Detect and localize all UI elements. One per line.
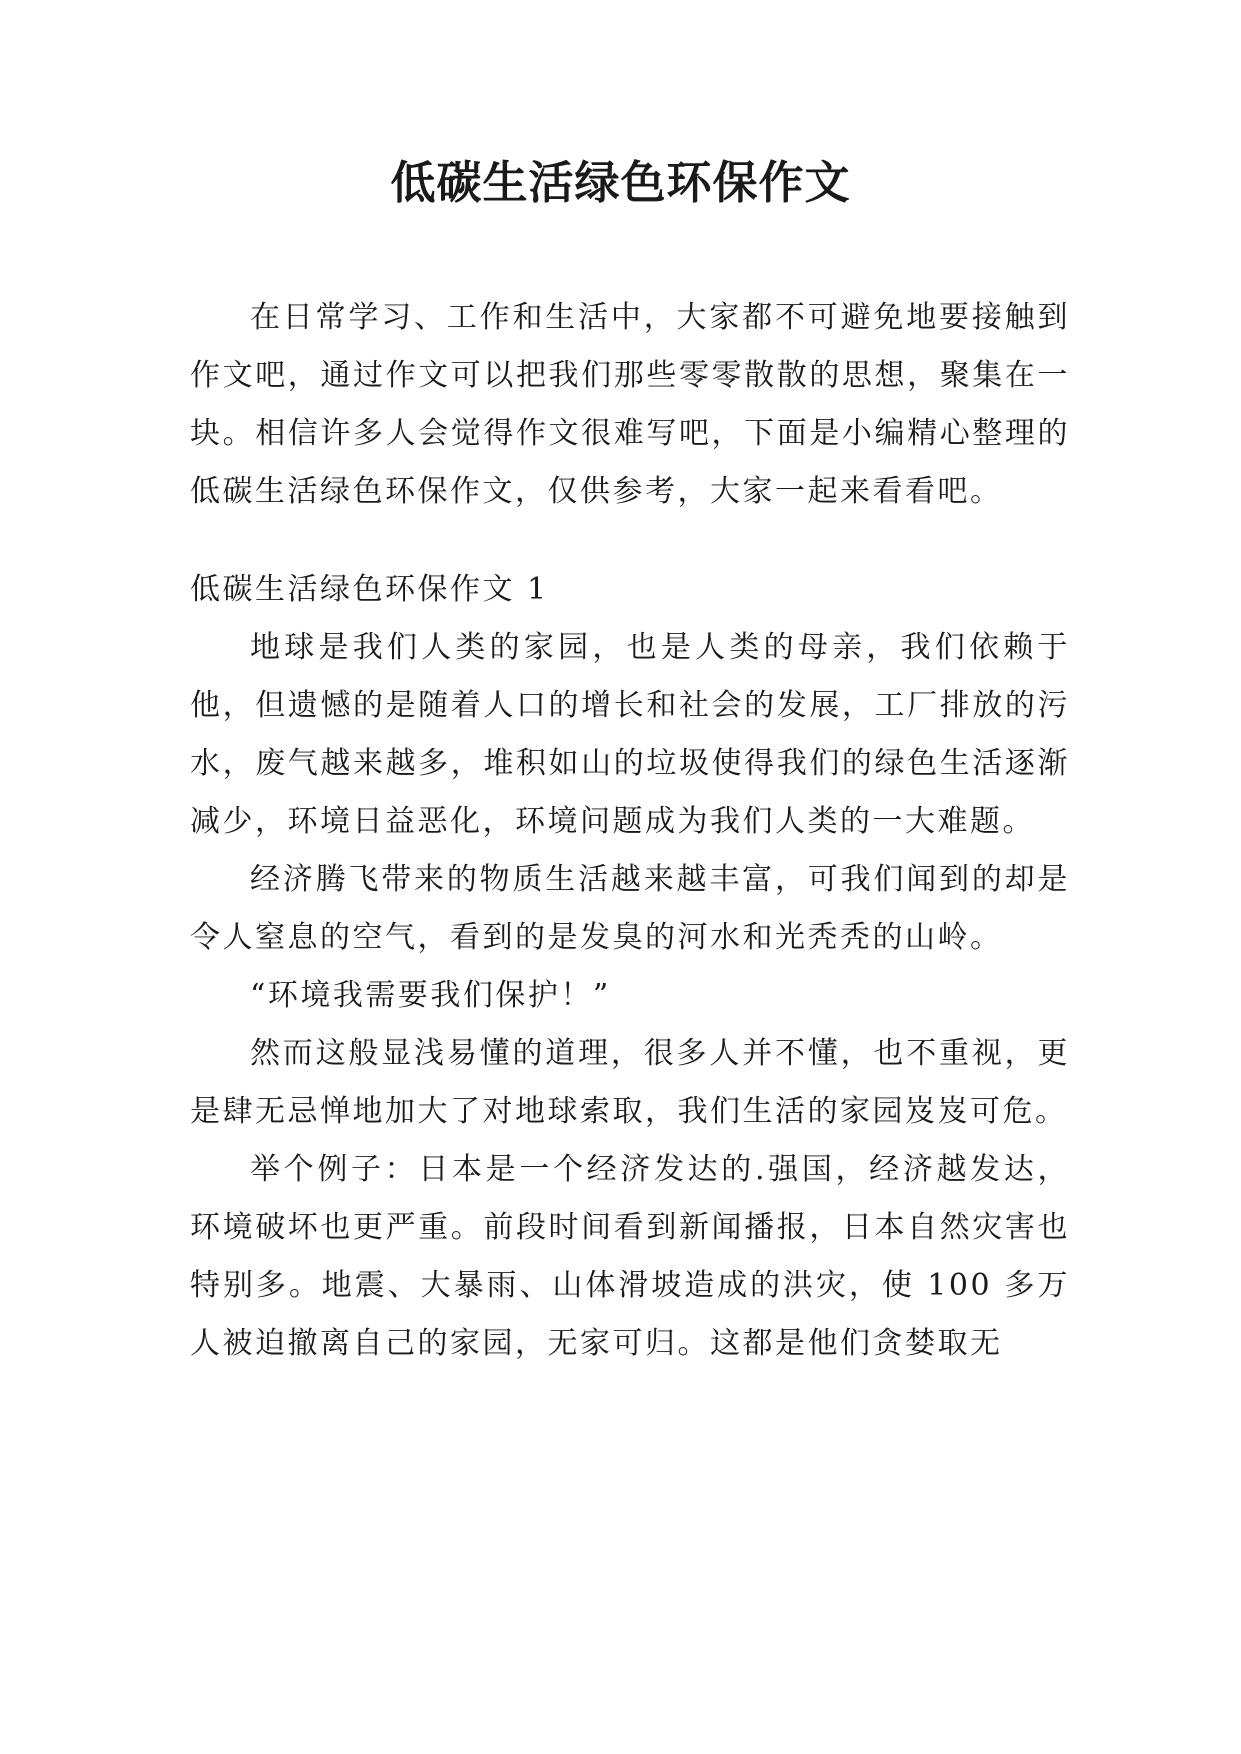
body-paragraph: 然而这般显浅易懂的道理，很多人并不懂，也不重视，更是肆无忌惮地加大了对地球索取，我们生活的家园岌岌可危。 bbox=[190, 1036, 1070, 1129]
section-heading: 低碳生活绿色环保作文 1 bbox=[190, 572, 549, 607]
intro-paragraph: 在日常学习、工作和生活中，大家都不可避免地要接触到作文吧，通过作文可以把我们那些零零散散的思想，聚集在一块。相信许多人会觉得作文很难写吧，下面是小编精心整理的低碳生活绿色环保作文，仅供参考，大家一起来看看吧。 bbox=[190, 300, 1070, 509]
document-title: 低碳生活绿色环保作文 bbox=[390, 156, 851, 209]
document-body bbox=[190, 289, 1070, 1373]
body-paragraph: 经济腾飞带来的物质生活越来越丰富，可我们闻到的却是令人窒息的空气，看到的是发臭的河水和光秃秃的山岭。 bbox=[190, 862, 1070, 955]
body-paragraph: 地球是我们人类的家园，也是人类的母亲，我们依赖于他，但遗憾的是随着人口的增长和社会的发展，工厂排放的污水，废气越来越多，堆积如山的垃圾使得我们的绿色生活逐渐减少，环境日益恶化，环境问题成为我们人类的一大难题。 bbox=[190, 630, 1070, 839]
section-gap bbox=[190, 521, 1070, 561]
body-paragraph: 举个例子：日本是一个经济发达的.强国，经济越发达，环境破坏也更严重。前段时间看到新闻播报，日本自然灾害也特别多。地震、大暴雨、山体滑坡造成的洪灾，使 100 多万人被迫撤离自己的家园，无家可归。这都是他们贪婪取无 bbox=[190, 1152, 1070, 1361]
body-paragraph: “环境我需要我们保护！” bbox=[250, 978, 611, 1013]
